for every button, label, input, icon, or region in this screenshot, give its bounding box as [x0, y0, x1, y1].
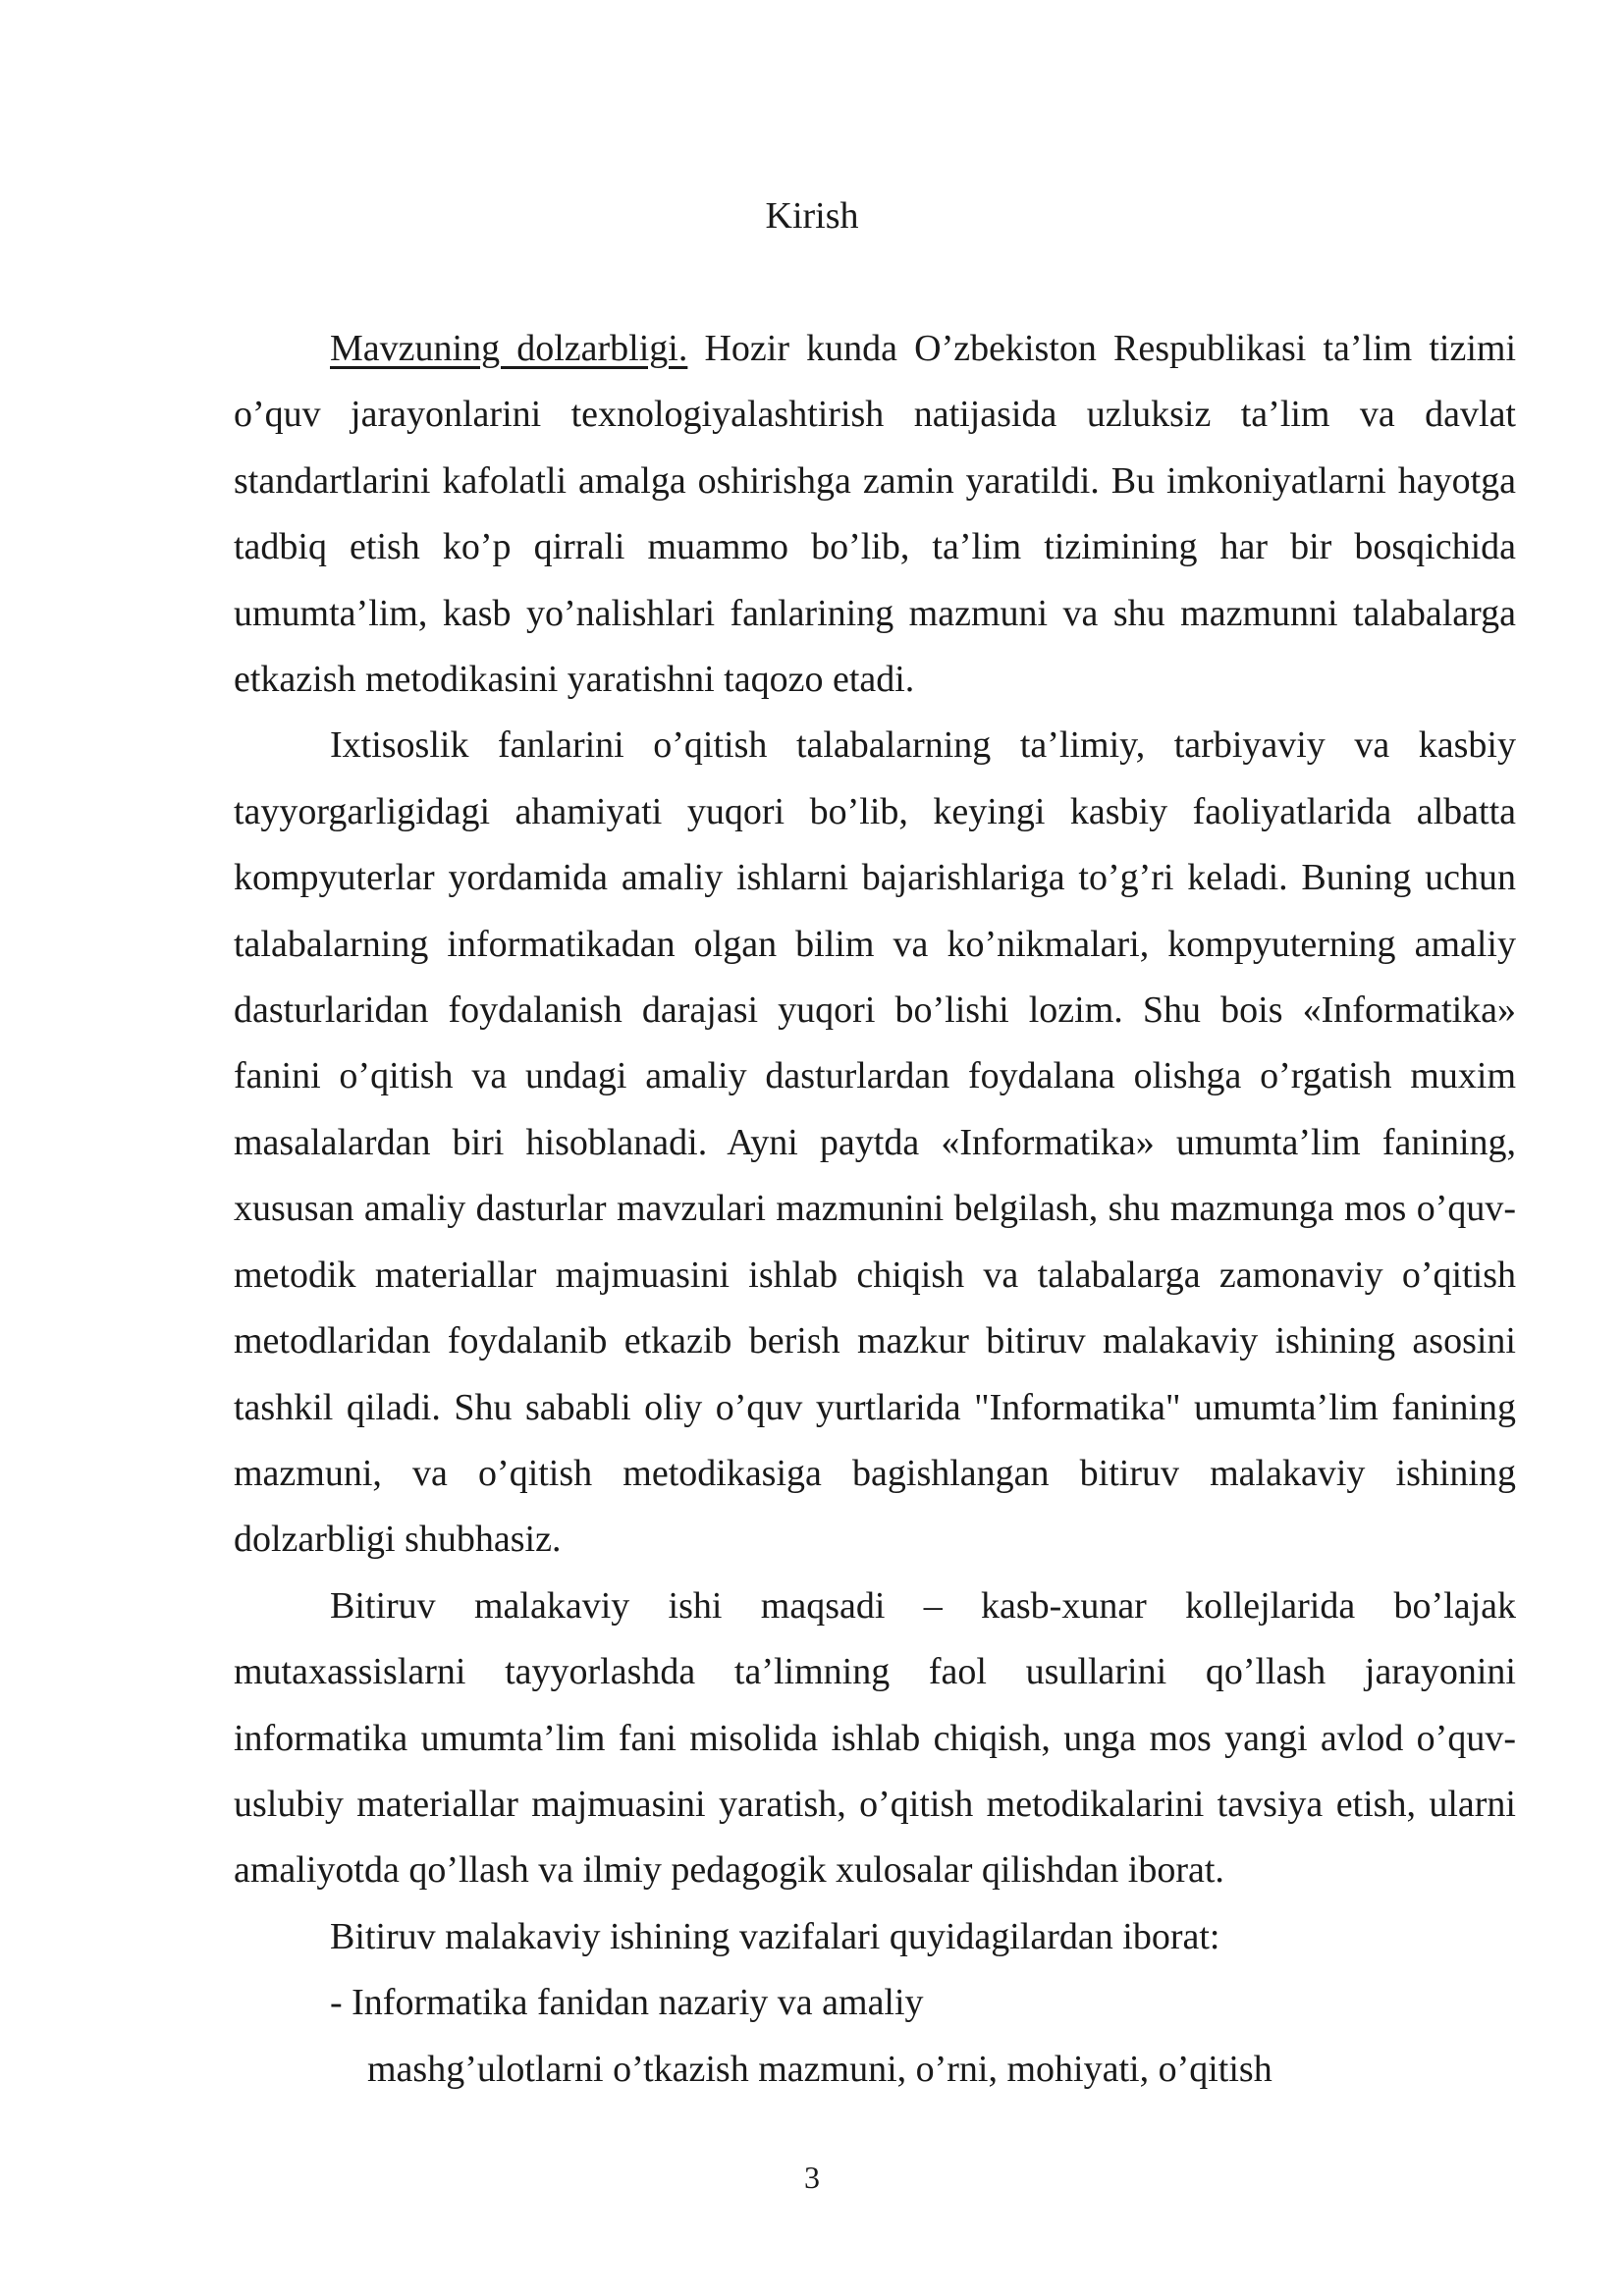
- page-number: 3: [804, 2160, 820, 2195]
- document-body: [234, 316, 1516, 2103]
- section-heading-relevance: Mavzuning dolzarbligi.: [330, 328, 688, 369]
- paragraph-goal: Bitiruv malakaviy ishi maqsadi – kasb-xunar kollejlarida bo’lajak mutaxassislarni tayyorlashda ta’limning faol usullarini qo’llash jarayonini informatika umumta’lim fani misolida ishlab chiqish, unga mos yangi avlod o’quv-uslubiy materiallar majmuasini yaratish, o’qitish metodikalarini tavsiya etish, ularni amaliyotda qo’llash va ilmiy pedagogik xulosalar qilishdan iborat.: [234, 1584, 1516, 1892]
- paragraph-relevance-text: Hozir kunda O’zbekiston Respublikasi ta’lim tizimi o’quv jarayonlarini texnologiyalashtirish natijasida uzluksiz ta’lim va davlat standartlarini kafolatli amalga oshirishga zamin yaratildi. Bu imkoniyatlarni hayotga tadbiq etish ko’p qirrali muammo bo’lib, ta’lim tizimining har bir bosqichida umumta’lim, kasb yo’nalishlari fanlarining mazmuni va shu mazmunni talabalarga etkazish metodikasini yaratishni taqozo etadi.: [234, 328, 1516, 701]
- paragraph-specialty: Ixtisoslik fanlarini o’qitish talabalarning ta’limiy, tarbiyaviy va kasbiy tayyorgarligidagi ahamiyati yuqori bo’lib, keyingi kasbiy faoliyatlarida albatta kompyuterlar yordamida amaliy ishlarni bajarishlariga to’g’ri keladi. Buning uchun talabalarning informatikadan olgan bilim va ko’nikmalari, kompyuterning amaliy dasturlaridan foydalanish darajasi yuqori bo’lishi lozim. Shu bois «Informatika» fanini o’qitish va undagi amaliy dasturlardan foydalana olishga o’rgatish muxim masalalardan biri hisoblanadi. Ayni paytda «Informatika» umumta’lim fanining, xususan amaliy dasturlar mavzulari mazmunini belgilash, shu mazmunga mos o’quv-metodik materiallar majmuasini ishlab chiqish va talabalarga zamonaviy o’qitish metodlaridan foydalanib etkazib berish mazkur bitiruv malakaviy ishining asosini tashkil qiladi. Shu sababli oliy o’quv yurtlarida "Informatika" umumta’lim fanining mazmuni, va o’qitish metodikasiga bagishlangan bitiruv malakaviy ishining dolzarbligi shubhasiz.: [234, 724, 1516, 1561]
- page-title: Kirish: [765, 195, 859, 237]
- paragraph-relevance: [234, 316, 1516, 713]
- list-item: - Informatika fanidan nazariy va amaliy: [330, 1982, 924, 2024]
- list-item-continuation: mashg’ulotlarni o’tkazish mazmuni, o’rni, mohiyati, o’qitish: [367, 2048, 1272, 2090]
- paragraph-tasks-intro: Bitiruv malakaviy ishining vazifalari quyidagilardan iborat:: [330, 1915, 1220, 1957]
